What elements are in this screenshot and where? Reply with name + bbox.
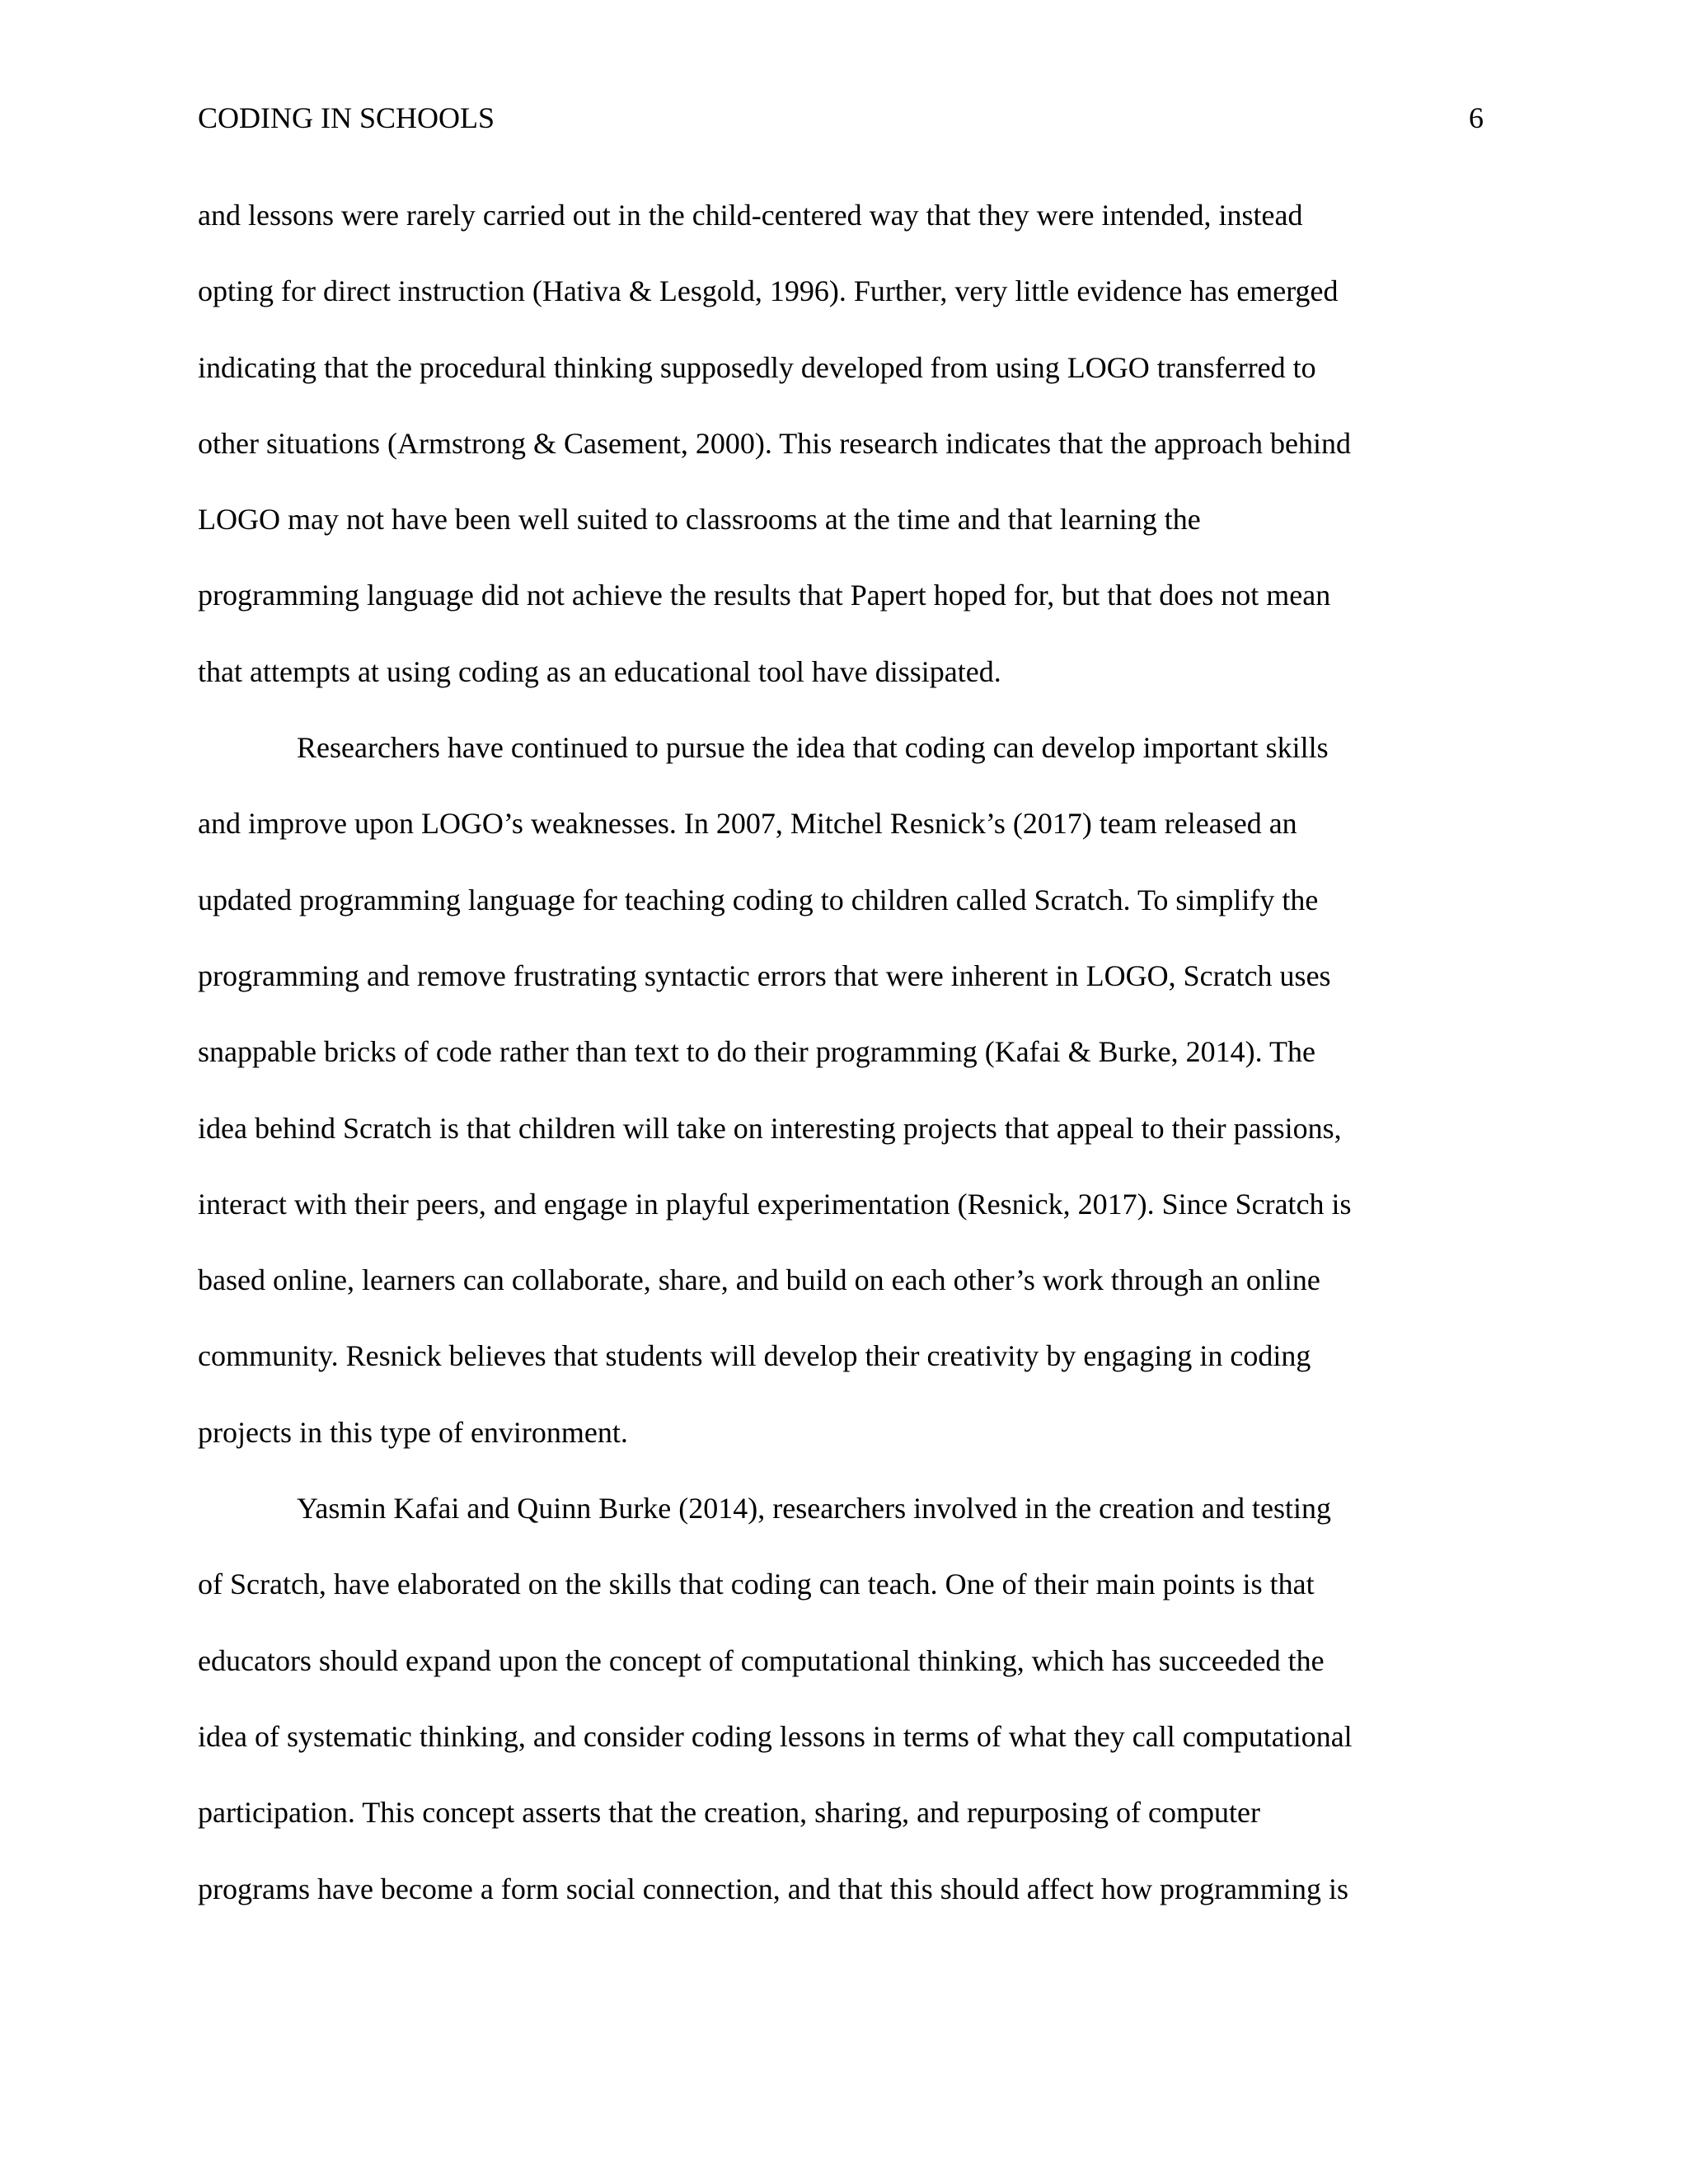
running-head: CODING IN SCHOOLS (198, 101, 495, 134)
text-line: updated programming language for teaching coding to children called Scratch. To simplify the (198, 883, 1319, 916)
text-line: programs have become a form social connection, and that this should affect how programming is (198, 1872, 1348, 1905)
text-line: idea of systematic thinking, and consider coding lessons in terms of what they call computational (198, 1719, 1353, 1753)
text-line: projects in this type of environment. (198, 1415, 628, 1449)
text-line: and lessons were rarely carried out in the child-centered way that they were intended, instead (198, 199, 1303, 232)
text-line: LOGO may not have been well suited to classrooms at the time and that learning the (198, 503, 1201, 537)
paragraph-start-line: Yasmin Kafai and Quinn Burke (2014), researchers involved in the creation and testing (297, 1492, 1332, 1526)
text-line: programming language did not achieve the results that Papert hoped for, but that does not mean (198, 579, 1331, 612)
text-line: snappable bricks of code rather than text to do their programming (Kafai & Burke, 2014). The (198, 1035, 1315, 1069)
text-line: interact with their peers, and engage in playful experimentation (Resnick, 2017). Since Scratch is (198, 1187, 1352, 1221)
text-line: community. Resnick believes that students will develop their creativity by engaging in coding (198, 1339, 1311, 1373)
text-line: other situations (Armstrong & Casement, 2000). This research indicates that the approach behind (198, 426, 1351, 460)
text-line: that attempts at using coding as an educational tool have dissipated. (198, 654, 1001, 688)
paragraph-start-line: Researchers have continued to pursue the idea that coding can develop important skills (297, 731, 1329, 765)
text-line: and improve upon LOGO’s weaknesses. In 2007, Mitchel Resnick’s (2017) team released an (198, 807, 1297, 841)
text-line: idea behind Scratch is that children will take on interesting projects that appeal to their passions, (198, 1111, 1342, 1145)
text-line: opting for direct instruction (Hativa & Lesgold, 1996). Further, very little evidence has emerged (198, 274, 1339, 308)
text-line: indicating that the procedural thinking supposedly developed from using LOGO transferred to (198, 350, 1316, 384)
page-number: 6 (1469, 101, 1484, 134)
body-text (198, 194, 1500, 1943)
text-line: based online, learners can collaborate, share, and build on each other’s work through an online (198, 1263, 1320, 1297)
text-line: participation. This concept asserts that the creation, sharing, and repurposing of computer (198, 1796, 1260, 1830)
text-line: of Scratch, have elaborated on the skills that coding can teach. One of their main points is that (198, 1568, 1315, 1601)
text-line: educators should expand upon the concept of computational thinking, which has succeeded the (198, 1643, 1325, 1677)
text-line: programming and remove frustrating syntactic errors that were inherent in LOGO, Scratch uses (198, 958, 1331, 992)
